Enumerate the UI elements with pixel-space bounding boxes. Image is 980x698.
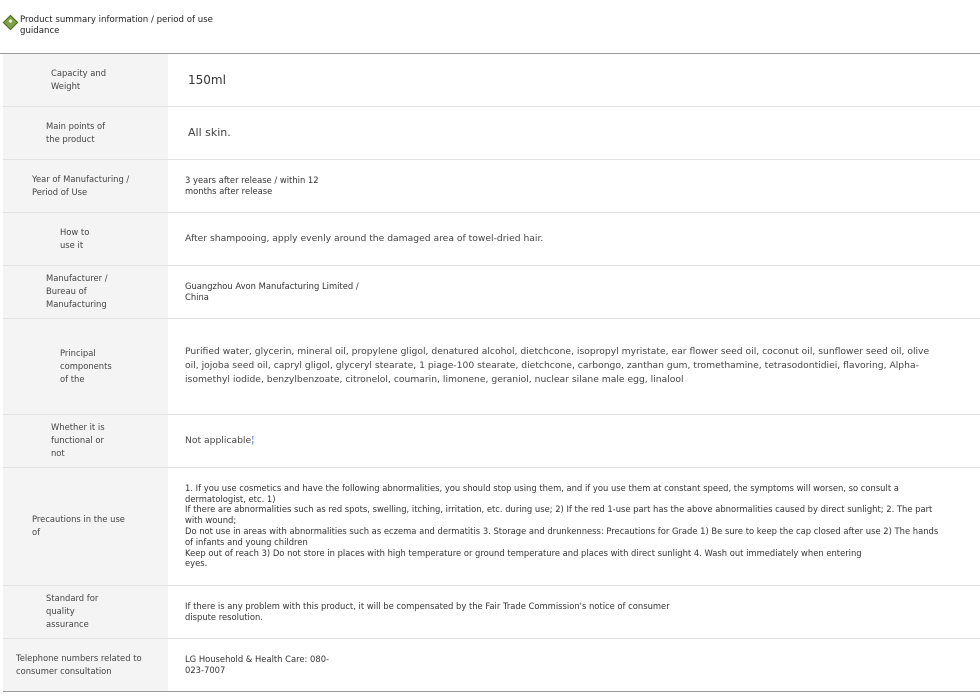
table-row [3,159,980,212]
table-row [3,318,980,414]
row-value: Purified water, glycerin, mineral oil, propylene gligol, denatured alcohol, dietchcone, isopropyl myristate, ear flower seed oil, coconut oil, sunflower seed oil, olive oil, jojoba seed oil, capryl gligol, glyceryl stearate, 1 piage-100 stearate, dietchcone, carbongo, zanthan gum, tromethamine, tetrasodontidiei, flavoring, Alpha-isomethyl iodide, benzylbenzoate, citronelol, coumarin, limonene, geraniol, nuclear silane male egg, linalool [185,346,930,385]
table-row [3,106,980,159]
section-header [0,0,980,54]
row-label: Whether it is functional or not [3,414,168,467]
table-row [3,467,980,585]
table-row [3,638,980,691]
section-title: Product summary information / period of use guidance [20,15,213,36]
diamond-bullet-icon [3,15,19,31]
row-label: Principal components of the [3,318,168,414]
row-label: Telephone numbers related to consumer consultation [3,638,168,691]
row-value: LG Household & Health Care: 080-023-7007 [185,653,330,675]
row-label: Precautions in the use of [3,467,168,585]
table-row [3,212,980,265]
row-value: Guangzhou Avon Manufacturing Limited / China [185,280,359,302]
table-row [3,54,980,106]
row-value: After shampooing, apply evenly around the damaged area of towel-dried hair. [185,232,544,244]
row-label: Manufacturer / Bureau of Manufacturing [3,265,168,318]
row-value: 3 years after release / within 12 months after release [185,174,319,196]
row-value: If there is any problem with this product, it will be compensated by the Fair Trade Commission's notice of consumer dispute resolution. [185,600,670,622]
row-label: How to use it [3,212,168,265]
row-value: 1. If you use cosmetics and have the following abnormalities, you should stop using them, and if you use them at constant speed, the symptoms will worsen, so consult a dermatologist, etc. 1) If there are abnormalities such as red spots, swelling, itching, irritation, etc. during use; 2) If the red 1-use part has the above abnormalities caused by direct sunlight; 2. The part with wound; Do not use in areas with abnormalities such as eczema and dermatitis 3. Storage and drunkenness: Precautions for Grade 1) Be sure to keep the cap closed after use 2) The hands of infants and young children Keep out of reach 3) Do not store in places with high temperature or ground temperature and places with direct sunlight 4. Wash out immediately when entering eyes. [185,482,939,569]
row-value: All skin. [188,125,231,139]
row-value: 150ml [188,72,226,87]
table-row [3,265,980,318]
row-value: Not applicable¦ [185,434,255,446]
row-label: Main points of the product [3,106,168,159]
table-row [3,414,980,467]
product-info-table [3,54,980,692]
table-row [3,585,980,638]
text-cursor-icon: ¦ [251,434,255,446]
row-label: Standard for quality assurance [3,585,168,638]
row-label: Capacity and Weight [3,54,168,106]
row-label: Year of Manufacturing / Period of Use [3,159,168,212]
